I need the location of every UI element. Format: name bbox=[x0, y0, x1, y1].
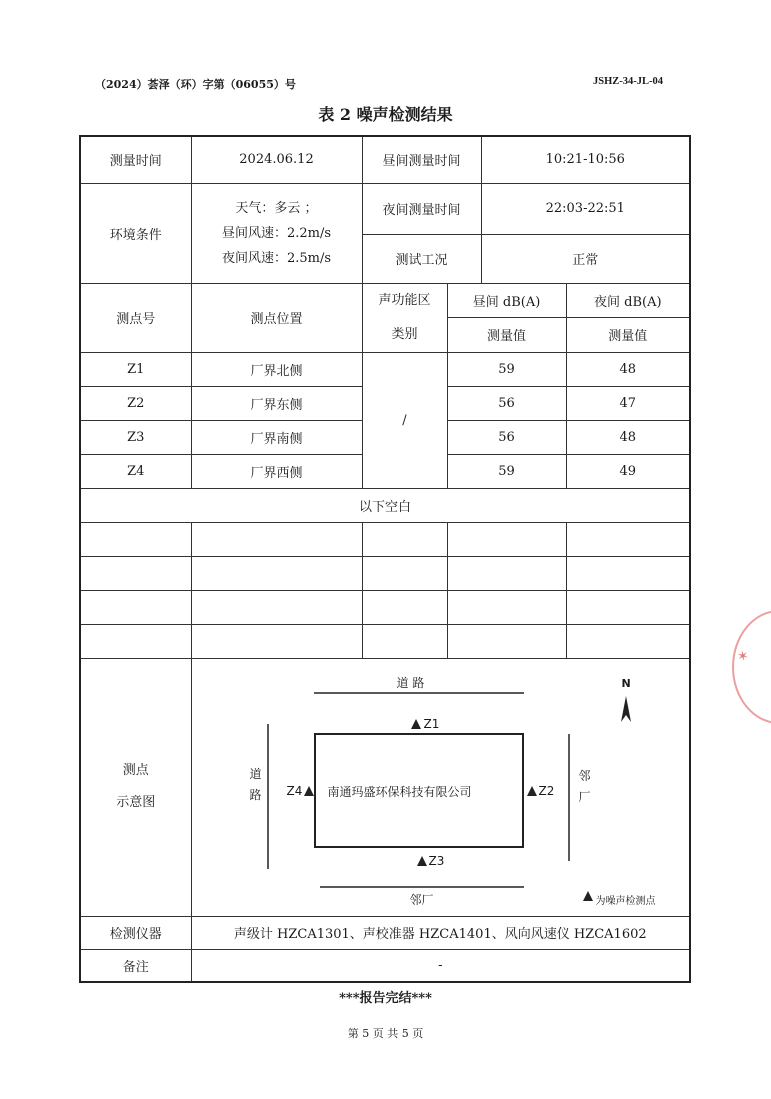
point-z1-label: Z1 bbox=[423, 716, 440, 731]
col-night-db: 夜间 dB(A) bbox=[566, 283, 690, 318]
night-time-value: 22:03-22:51 bbox=[481, 183, 690, 234]
col-location: 测点位置 bbox=[191, 283, 362, 352]
row-point-no: Z1 bbox=[80, 352, 191, 386]
row-location: 厂界西侧 bbox=[191, 454, 362, 488]
neighbor-right-label-2: 厂 bbox=[578, 789, 591, 804]
measure-date: 2024.06.12 bbox=[191, 136, 362, 183]
road-top-label: 道 路 bbox=[396, 675, 425, 690]
row-night-value: 48 bbox=[566, 420, 690, 454]
neighbor-bottom-label: 邻厂 bbox=[409, 892, 434, 907]
row-location: 厂界北侧 bbox=[191, 352, 362, 386]
road-left-label-2: 路 bbox=[249, 787, 262, 802]
report-end: ***报告完结*** bbox=[339, 991, 432, 1006]
page-number: 第 5 页 共 5 页 bbox=[347, 1027, 424, 1040]
weather-text: 天气：多云 ； bbox=[235, 200, 318, 216]
col-day-db: 昼间 dB(A) bbox=[447, 283, 566, 318]
day-time-value: 10:21-10:56 bbox=[481, 136, 690, 183]
point-z3-label: Z3 bbox=[428, 853, 445, 868]
site-diagram bbox=[192, 659, 690, 916]
point-z4-label: Z4 bbox=[286, 783, 303, 798]
blank-note: 以下空白 bbox=[80, 488, 690, 522]
empty-row bbox=[80, 624, 690, 658]
noise-results-table bbox=[79, 135, 691, 983]
instrument-label: 检测仪器 bbox=[80, 916, 191, 949]
zone-value: / bbox=[362, 352, 447, 488]
row-day-value: 59 bbox=[447, 454, 566, 488]
row-point-no: Z4 bbox=[80, 454, 191, 488]
diagram-label-line1: 测点 bbox=[122, 763, 149, 778]
condition-label: 测试工况 bbox=[362, 234, 481, 283]
seal-stamp bbox=[732, 610, 771, 724]
remark-label: 备注 bbox=[80, 949, 191, 982]
row-day-value: 56 bbox=[447, 420, 566, 454]
day-time-label: 昼间测量时间 bbox=[362, 136, 481, 183]
night-time-label: 夜间测量时间 bbox=[362, 183, 481, 234]
day-wind-text: 昼间风速：2.2m/s bbox=[221, 225, 332, 241]
empty-row bbox=[80, 556, 690, 590]
night-wind-text: 夜间风速：2.5m/s bbox=[221, 250, 332, 266]
row-night-value: 47 bbox=[566, 386, 690, 420]
document-code: JSHZ-34-JL-04 bbox=[592, 76, 663, 87]
row-night-value: 48 bbox=[566, 352, 690, 386]
col-point-no: 测点号 bbox=[80, 283, 191, 352]
company-name: 南通玛盛环保科技有限公司 bbox=[327, 784, 472, 799]
row-day-value: 59 bbox=[447, 352, 566, 386]
condition-value: 正常 bbox=[481, 234, 690, 283]
diagram-label bbox=[80, 658, 191, 916]
col-night-measured: 测量值 bbox=[566, 318, 690, 353]
instrument-value: 声级计 HZCA1301、声校准器 HZCA1401、风向风速仪 HZCA1602 bbox=[191, 916, 690, 949]
env-label: 环境条件 bbox=[80, 183, 191, 283]
col-zone bbox=[362, 283, 447, 352]
neighbor-right-label-1: 邻 bbox=[578, 768, 591, 783]
col-zone-line2: 类别 bbox=[391, 326, 418, 342]
table-row bbox=[80, 352, 690, 386]
legend-text: 为噪声检测点 bbox=[595, 895, 656, 907]
row-point-no: Z3 bbox=[80, 420, 191, 454]
seal-mark: ✶ bbox=[734, 647, 754, 665]
diagram-label-line2: 示意图 bbox=[116, 795, 156, 810]
row-night-value: 49 bbox=[566, 454, 690, 488]
empty-row bbox=[80, 522, 690, 556]
remark-value: - bbox=[191, 949, 690, 982]
row-location: 厂界东侧 bbox=[191, 386, 362, 420]
row-point-no: Z2 bbox=[80, 386, 191, 420]
table-title: 表 2 噪声检测结果 bbox=[318, 105, 453, 124]
env-conditions bbox=[191, 183, 362, 283]
report-number: （2024）荟泽（环）字第（06055）号 bbox=[95, 78, 296, 91]
col-zone-line1: 声功能区 bbox=[378, 292, 431, 308]
point-z2-label: Z2 bbox=[538, 783, 555, 798]
row-day-value: 56 bbox=[447, 386, 566, 420]
col-day-measured: 测量值 bbox=[447, 318, 566, 353]
row-location: 厂界南侧 bbox=[191, 420, 362, 454]
empty-row bbox=[80, 590, 690, 624]
road-left-label-1: 道 bbox=[249, 766, 262, 781]
time-label: 测量时间 bbox=[80, 136, 191, 183]
north-label: N bbox=[621, 676, 631, 690]
